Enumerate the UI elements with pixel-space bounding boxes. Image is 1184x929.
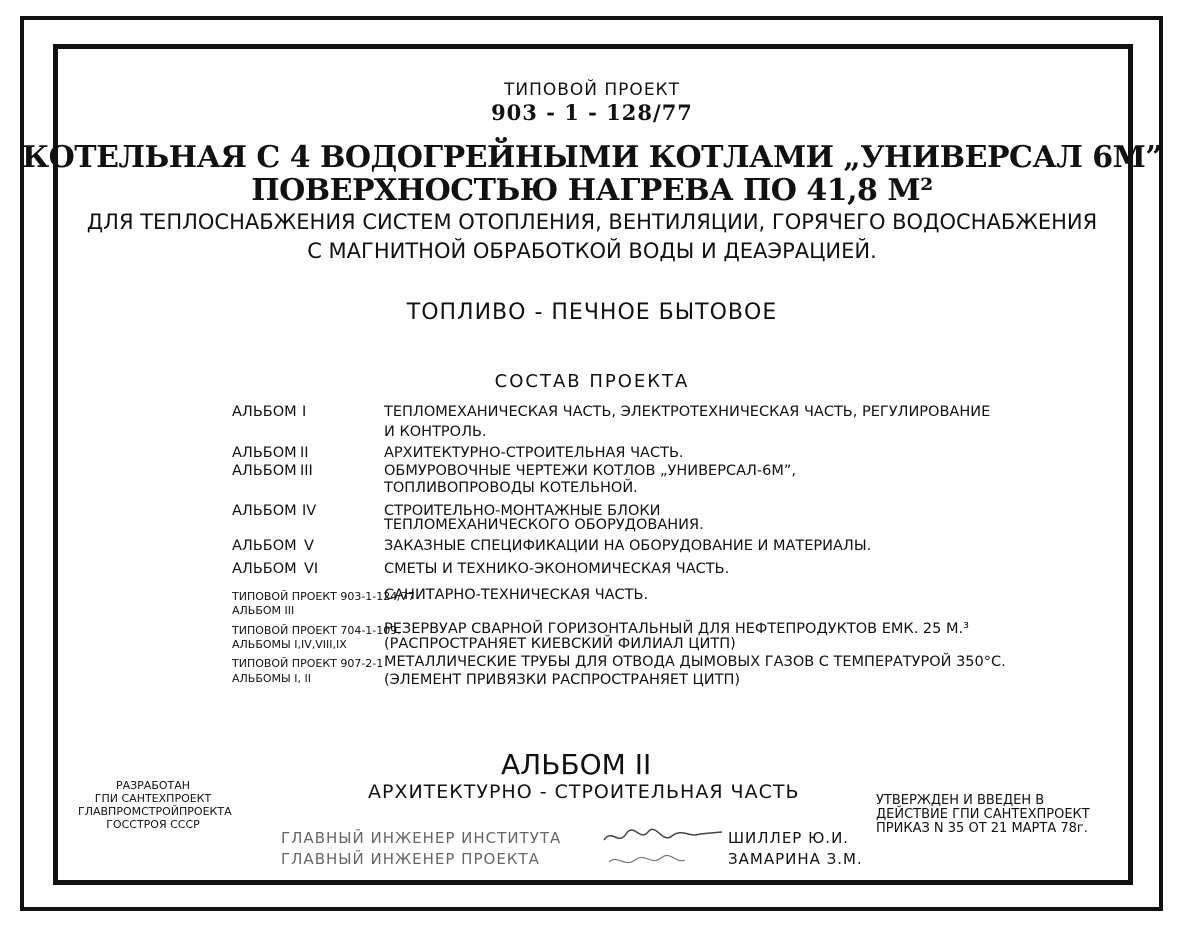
album-number: II <box>300 445 309 461</box>
subtitle-line-1: ДЛЯ ТЕПЛОСНАБЖЕНИЯ СИСТЕМ ОТОПЛЕНИЯ, ВЕНТИЛЯЦИИ, ГОРЯЧЕГО ВОДОСНАБЖЕНИЯ <box>86 210 1098 234</box>
fuel-line: ТОПЛИВО - ПЕЧНОЕ БЫТОВОЕ <box>406 300 778 325</box>
album-number: V <box>304 538 314 554</box>
ref-label: ТИПОВОЙ ПРОЕКТ 907-2-1 <box>232 657 384 670</box>
approval-block <box>876 794 1090 836</box>
chief-engineer-institute-role: ГЛАВНЫЙ ИНЖЕНЕР ИНСТИТУТА <box>281 829 562 847</box>
ref-text: МЕТАЛЛИЧЕСКИЕ ТРУБЫ ДЛЯ ОТВОДА ДЫМОВЫХ ГАЗОВ С ТЕМПЕРАТУРОЙ 350°С. <box>384 654 1006 670</box>
album-number: IV <box>302 503 317 519</box>
album-label: АЛЬБОМ <box>232 404 297 420</box>
title-line-2: ПОВЕРХНОСТЬЮ НАГРЕВА ПО 41,8 М² <box>251 173 933 208</box>
album-subtitle: АРХИТЕКТУРНО - СТРОИТЕЛЬНАЯ ЧАСТЬ <box>368 781 800 803</box>
album-number: III <box>300 463 313 479</box>
album-text: СМЕТЫ И ТЕХНИКО-ЭКОНОМИЧЕСКАЯ ЧАСТЬ. <box>384 561 730 577</box>
ref-text: (ЭЛЕМЕНТ ПРИВЯЗКИ РАСПРОСТРАНЯЕТ ЦИТП) <box>384 672 741 688</box>
approval-line: УТВЕРЖДЕН И ВВЕДЕН В <box>876 793 1045 808</box>
ref-text: (РАСПРОСТРАНЯЕТ КИЕВСКИЙ ФИЛИАЛ ЦИТП) <box>384 636 736 652</box>
album-label: АЛЬБОМ <box>232 503 297 519</box>
developer-line: РАЗРАБОТАН <box>115 779 191 792</box>
approval-line: ДЕЙСТВИЕ ГПИ САНТЕХПРОЕКТ <box>876 807 1090 822</box>
chief-engineer-institute-name: ШИЛЛЕР Ю.И. <box>728 829 850 847</box>
ref-label: ТИПОВОЙ ПРОЕКТ 704-1-109. <box>232 624 401 637</box>
album-text: ТЕПЛОМЕХАНИЧЕСКОГО ОБОРУДОВАНИЯ. <box>384 517 704 533</box>
developer-line: ГЛАВПРОМСТРОЙПРОЕКТА <box>78 805 232 818</box>
album-label: АЛЬБОМ <box>232 463 297 479</box>
album-title: АЛЬБОМ II <box>501 748 652 781</box>
album-number: I <box>302 404 307 420</box>
album-text: ЗАКАЗНЫЕ СПЕЦИФИКАЦИИ НА ОБОРУДОВАНИЕ И МАТЕРИАЛЫ. <box>384 538 872 554</box>
album-text: АРХИТЕКТУРНО-СТРОИТЕЛЬНАЯ ЧАСТЬ. <box>384 445 684 461</box>
approval-line: ПРИКАЗ N 35 ОТ 21 МАРТА 78г. <box>876 821 1088 836</box>
ref-label: АЛЬБОМЫ I, II <box>232 672 311 685</box>
ref-text: РЕЗЕРВУАР СВАРНОЙ ГОРИЗОНТАЛЬНЫЙ ДЛЯ НЕФТЕПРОДУКТОВ ЕМК. 25 М.³ <box>384 621 969 637</box>
chief-project-engineer-name: ЗАМАРИНА З.М. <box>728 850 863 868</box>
ref-label: ТИПОВОЙ ПРОЕКТ 903-1-124/77 <box>232 590 415 603</box>
signature-2-scribble <box>605 848 690 872</box>
album-label: АЛЬБОМ <box>232 445 297 461</box>
album-number: VI <box>304 561 319 577</box>
developer-block <box>78 779 232 831</box>
ref-label: АЛЬБОМ III <box>232 604 295 617</box>
developer-line: ГОССТРОЯ СССР <box>106 818 200 831</box>
ref-label: АЛЬБОМЫ I,IV,VIII,IX <box>232 638 347 651</box>
album-text: ТЕПЛОМЕХАНИЧЕСКАЯ ЧАСТЬ, ЭЛЕКТРОТЕХНИЧЕСКАЯ ЧАСТЬ, РЕГУЛИРОВАНИЕ <box>384 404 991 420</box>
album-label: АЛЬБОМ <box>232 538 297 554</box>
project-label: ТИПОВОЙ ПРОЕКТ <box>503 80 681 100</box>
ref-text: САНИТАРНО-ТЕХНИЧЕСКАЯ ЧАСТЬ. <box>384 587 649 603</box>
chief-project-engineer-role: ГЛАВНЫЙ ИНЖЕНЕР ПРОЕКТА <box>281 850 540 868</box>
album-text: СТРОИТЕЛЬНО-МОНТАЖНЫЕ БЛОКИ <box>384 503 661 519</box>
signature-1-scribble <box>600 824 725 848</box>
title-line-1: КОТЕЛЬНАЯ С 4 ВОДОГРЕЙНЫМИ КОТЛАМИ „УНИВЕРСАЛ 6М” <box>21 140 1163 175</box>
album-text: ОБМУРОВОЧНЫЕ ЧЕРТЕЖИ КОТЛОВ „УНИВЕРСАЛ-6М”, <box>384 463 796 479</box>
album-text: ТОПЛИВОПРОВОДЫ КОТЕЛЬНОЙ. <box>384 480 638 496</box>
subtitle-line-2: С МАГНИТНОЙ ОБРАБОТКОЙ ВОДЫ И ДЕАЭРАЦИЕЙ. <box>307 239 877 263</box>
composition-heading: СОСТАВ ПРОЕКТА <box>494 371 690 392</box>
project-number: 903 - 1 - 128/77 <box>491 100 693 125</box>
developer-line: ГПИ САНТЕХПРОЕКТ <box>94 792 212 805</box>
album-text: И КОНТРОЛЬ. <box>384 424 487 440</box>
album-label: АЛЬБОМ <box>232 561 297 577</box>
